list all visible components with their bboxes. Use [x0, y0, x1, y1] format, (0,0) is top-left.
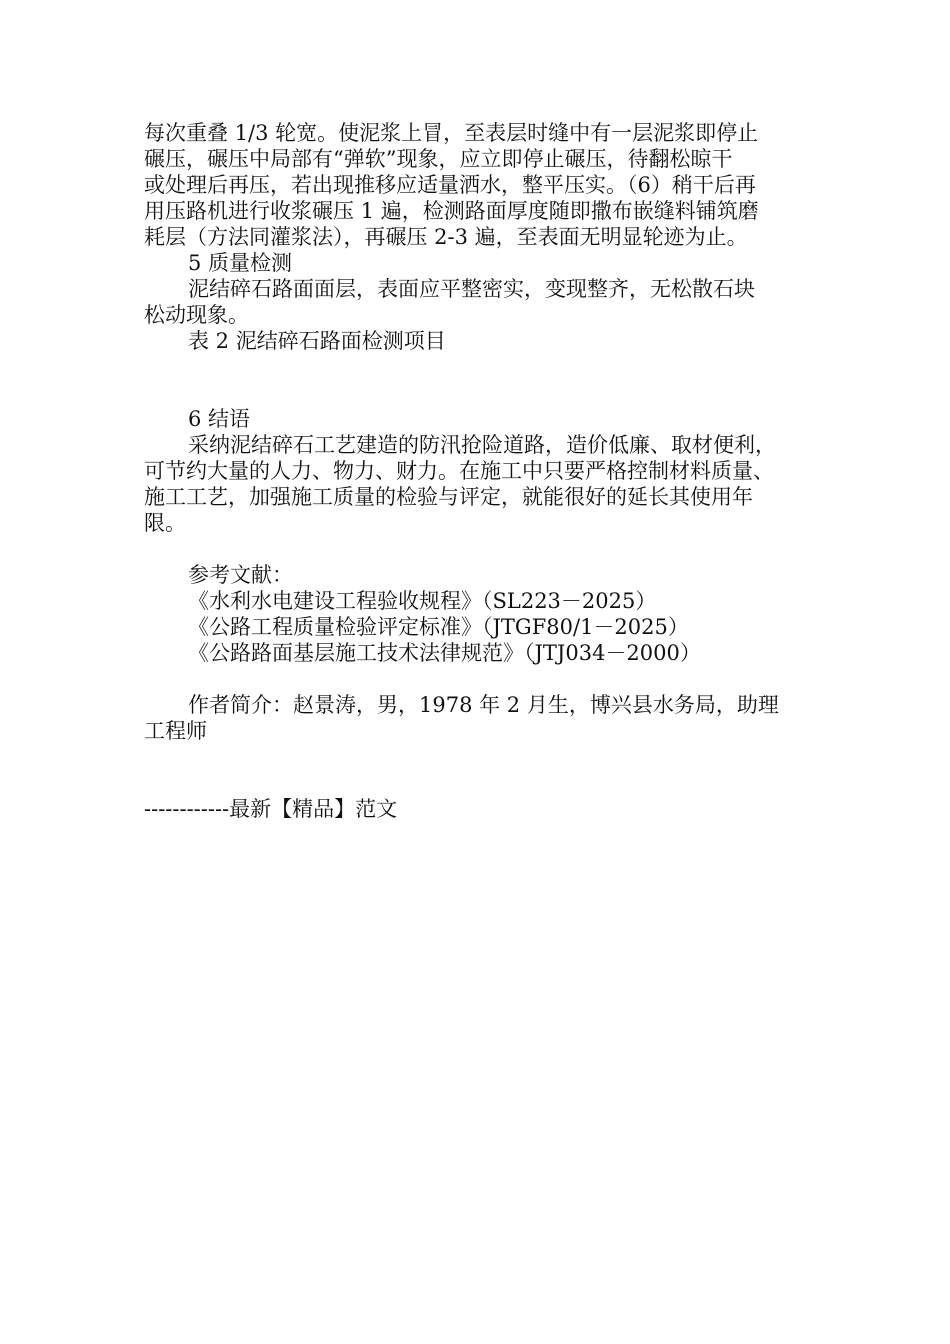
- paragraph-line: 施工工艺，加强施工质量的检验与评定，就能很好的延长其使用年: [144, 485, 753, 509]
- paragraph-line: 用压路机进行收浆碾压 1 遍，检测路面厚度随即撒布嵌缝料铺筑磨: [144, 199, 759, 223]
- section-quality-inspection: [144, 250, 806, 354]
- paragraph-line: 每次重叠 1/3 轮宽。使泥浆上冒，至表层时缝中有一层泥浆即停止: [144, 121, 759, 145]
- author-bio: [144, 692, 806, 744]
- author-line: 作者简介：赵景涛，男，1978 年 2 月生，博兴县水务局，助理: [188, 693, 779, 717]
- section-heading: 5 质量检测: [188, 251, 293, 275]
- paragraph-line: 限。: [144, 511, 186, 535]
- references-section: [144, 562, 806, 666]
- paragraph-line: 采纳泥结碎石工艺建造的防汛抢险道路，造价低廉、取材便利，: [188, 433, 776, 457]
- paragraph-line: 可节约大量的人力、物力、财力。在施工中只要严格控制材料质量、: [144, 459, 774, 483]
- construction-paragraph: [144, 120, 806, 250]
- references-heading: 参考文献：: [188, 563, 293, 587]
- paragraph-line: 泥结碎石路面面层，表面应平整密实，变现整齐，无松散石块: [188, 277, 755, 301]
- table-placeholder-space: [144, 354, 806, 406]
- section-conclusion: [144, 406, 806, 536]
- paragraph-line: 碾压，碾压中局部有“弹软”现象，应立即停止碾压，待翻松晾干: [144, 147, 733, 171]
- footer-banner: ------------最新【精品】范文: [144, 797, 398, 821]
- reference-item: 《水利水电建设工程验收规程》（SL223－2025）: [188, 589, 657, 613]
- table-caption: 表 2 泥结碎石路面检测项目: [188, 329, 446, 353]
- document-page: [144, 120, 806, 822]
- paragraph-line: 耗层（方法同灌浆法），再碾压 2-3 遍，至表面无明显轮迹为止。: [144, 225, 748, 249]
- section-heading: 6 结语: [188, 407, 251, 431]
- spacer: [144, 666, 806, 692]
- spacer: [144, 744, 806, 796]
- spacer: [144, 536, 806, 562]
- paragraph-line: 松动现象。: [144, 303, 249, 327]
- reference-item: 《公路路面基层施工技术法律规范》（JTJ034－2000）: [188, 641, 701, 665]
- reference-item: 《公路工程质量检验评定标准》（JTGF80/1－2025）: [188, 615, 689, 639]
- paragraph-line: 或处理后再压，若出现推移应适量洒水，整平压实。（6）稍干后再: [144, 173, 756, 197]
- author-line: 工程师: [144, 719, 207, 743]
